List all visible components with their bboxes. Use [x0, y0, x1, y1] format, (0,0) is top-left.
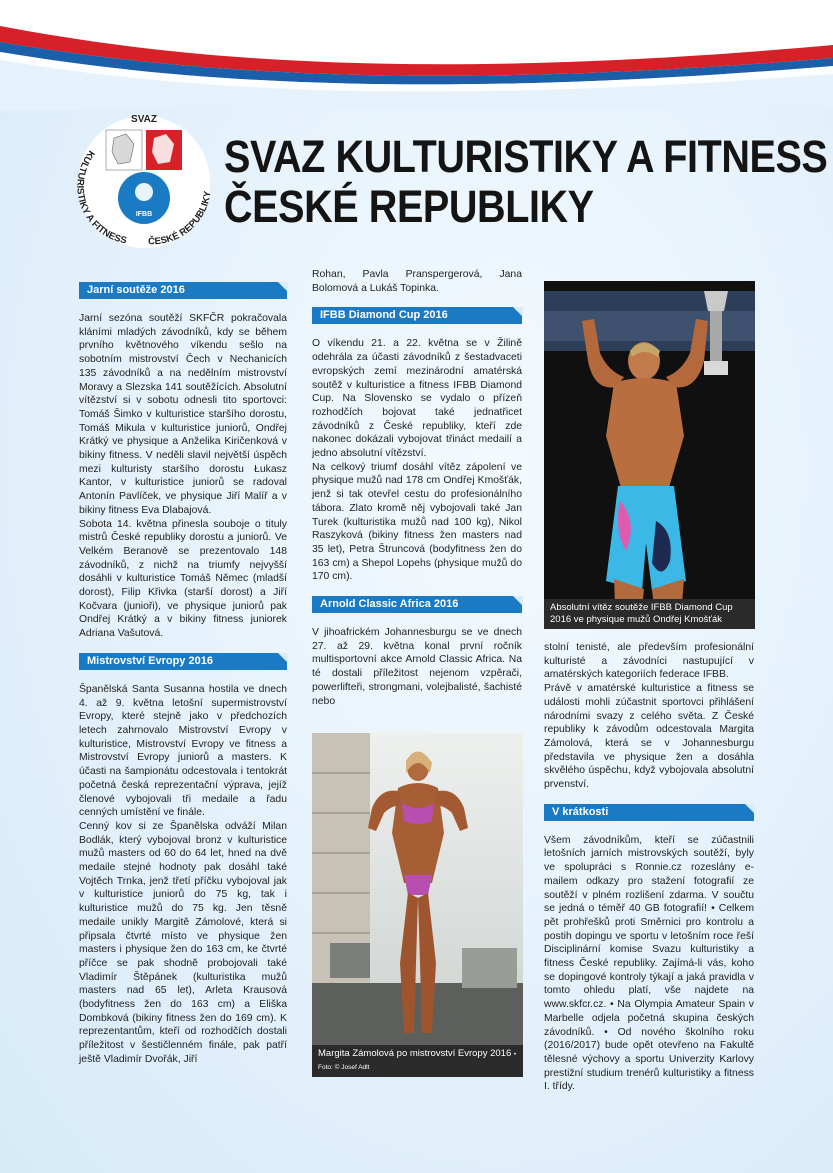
diamond-paragraph-1: O víkendu 21. a 22. května se v Žilině odehrála za účasti závodníků z šestadvaceti evropských zemí mezinárodní amatérská soutěž v kulturistice a fitness IFBB Diamond Cup. Na Slovensko se vydalo o přízeň rozhodčích bojovat také jednatřicet závodníků z České republiky, kteří zde nakonec dokázali vybojovat třináct medailí a jedno absolutní vítězství.	[312, 338, 522, 460]
jarni-paragraph-2: Sobota 14. května přinesla souboje o tituly mistrů České republiky dorostu a juniorů. Ve Velkém Beranově se prezentovalo 148 závodníků, z nichž na triumfy nejvyšší dosáhli v kulturistice Tomáš Němec (mladší dorost), Filip Křivka (starší dorost) a Jiří Kočvara (junioři), ve physique juniorů pak Ondřej Krátký a v bikiny fitness juniorek Adriana Vašutová.	[79, 518, 287, 640]
arnold-paragraph-1: V jihoafrickém Johannesburgu se ve dnech 27. až 29. května konal první ročník multisportovní akce Arnold Classic Africa. Na té dostali příležitost nejenom vzpěrači, powerlifteři, strongmani, volejbalisté, šachisté nebo	[312, 627, 522, 707]
page-title	[224, 131, 828, 232]
column-3	[544, 641, 754, 1094]
logo-top-text: SVAZ	[131, 114, 157, 125]
photo-credit: • Foto: © Josef Adlt	[318, 1051, 517, 1071]
diamond-paragraph-2: Na celkový triumf dosáhl vítěz zápolení ve physique mužů nad 178 cm Ondřej Kmošťák, jenž si tak otevřel cestu do profesionálního tábora. Zlato kromě něj vybojovali také Jan Turek (kulturistika mužů nad 100 kg), Nikol Raszyková (bikiny fitness žen masters nad 35 let), Petra Štruncová (bodyfitness žen do 163 cm) a Shepol Lopehs (physique mužů do 170 cm).	[312, 461, 522, 583]
kratkosti-paragraph-1: Všem závodníkům, kteří se zúčastnili letošních jarních mistrovských soutěží, byly ve spolupráci s Ronnie.cz rozeslány e-mailem odkazy pro stažení fotografií ze soutěží v plném rozlišení zdarma. V součtu se jedná o téměř 40 GB fotografií! • Celkem pět prohřešků proti Směrnici pro kontrolu a postih dopingu ve sportu v letošním roce řeší Disciplinární komise Svazu kulturistiky a fitness České republiky. Zajímá-li vás, koho se dopingové kontroly týkají a jaká pravidla v tomto ohledu platí, vše najdete na www.skfcr.cz. • Na Olympia Amateur Spain v Marbelle odjela početná skupina českých závodníků. • Od nového školního roku (2016/2017) bude opět otevřeno na Fakultě tělesné výchovy a sportu Univerzity Karlovy prestižní studium trenérů kulturistiky a fitness I. třídy.	[544, 834, 754, 1093]
logo-right-arc-text: ČESKÉ REPUBLIKY	[147, 190, 214, 248]
evropa-paragraph-2: Cenný kov si ze Španělska odváží Milan Bodlák, který vybojoval bronz v kulturistice mužů masters od 60 do 64 let, hned na dvě medaile stejné hodnoty pak dosáhl také Vojtěch Trnka, jenž třetí příčku vybojoval jak v kulturistice juniorů do 75 kg, tak i kulturistice mužů do 75 kg. Jen těsně medaile unikly Margitě Zámolové, která si připsala čtvrté místo ve physique žen masters i physique žen do 163 cm, ke čtvrté příčce se pak shodně probojovali také Vladimír Štěpánek (kulturistika mužů masters nad 65 let), Arleta Krausová (bodyfitness žen do 163 cm) a Eliška Dombková (bikiny fitness žen do 169 cm). K reprezentantům, kteří od rozhodčích dostali příležitost v šestičlenném finále, pak patří ještě Vladimír Dvořák, Jiří	[79, 820, 287, 1065]
photo-caption-zamolova	[312, 1045, 523, 1077]
column-1	[79, 282, 287, 1067]
title-line-1: SVAZ KULTURISTIKY A FITNESS	[224, 131, 828, 182]
photo-kmostak	[544, 281, 755, 629]
photo-caption-kmostak: Absolutní vítěz soutěže IFBB Diamond Cup 2016 ve physique mužů Ondřej Kmošťák	[544, 599, 755, 629]
section-heading-evropa: Mistrovství Evropy 2016	[79, 653, 287, 670]
evropa-paragraph-1: Španělská Santa Susanna hostila ve dnech 4. až 9. května letošní supermistrovství Evropy, které stejně jako v předchozích letech zahrnovalo Mistrovství Evropy v kulturistice, Mistrovství Evropy ve fitness a Mistrovství Evropy juniorů a masters. K účasti na šampionátu odcestovala i tentokrát početná česká reprezentační výprava, jejíž členové vybojovali tři medaile a řadu cenných umístění ve finále.	[79, 683, 287, 819]
arnold-continuation-1: stolní tenisté, ale především profesionální kulturisté a závodníci nastupující v amatérských kategoriích federace IFBB.	[544, 642, 754, 681]
athlete-photo-image	[544, 281, 755, 629]
jarni-paragraph-1: Jarní sezóna soutěží SKFČR pokračovala kláními mladých závodníků, kdy se během prvního květnového víkendu sešlo na sobotním mistrovství Čech v Nechanicích 135 závodníků a na nedělním mistrovství Moravy a Slezska 141 soutěžících. Absolutní vítězství si v sobotu odnesli tito sportovci: Tomáš Šimko v kulturistice staršího dorostu, Tomáš Mikula v kulturistice juniorů, Ondřej Krátký ve physique a Anželika Kiričenková v bikiny fitness. V neděli slavil největší úspěch mezi kulturisty staršího dorostu Łukasz Kantor, v kulturistice juniorů se radoval Antonín Pavlíček, ve physique Jiří Malíř a v bikiny fitness Eva Dlabajová.	[79, 313, 287, 516]
section-heading-diamond: IFBB Diamond Cup 2016	[312, 307, 522, 324]
skfcr-logo	[74, 110, 214, 250]
column-2	[312, 268, 522, 708]
photo-zamolova	[312, 733, 523, 1077]
logo-left-arc-text: KULTURISTIKY A FITNESS	[74, 148, 128, 247]
section-heading-kratkosti: V krátkosti	[544, 804, 754, 821]
section-heading-jarni: Jarní soutěže 2016	[79, 282, 287, 299]
title-line-2: ČESKÉ REPUBLIKY	[224, 181, 594, 232]
athlete-photo-image	[312, 733, 523, 1077]
logo-badge-text: IFBB	[135, 211, 153, 218]
header-wave-decoration	[0, 0, 833, 110]
caption-text-zamolova: Margita Zámolová po mistrovství Evropy 2016	[318, 1048, 512, 1059]
evropa-continuation: Rohan, Pavla Pranspergerová, Jana Bolomová a Lukáš Topinka.	[312, 269, 522, 294]
arnold-continuation-2: Právě v amatérské kulturistice a fitness se události mohli zúčastnit sportovci přihlášení národními svazy z celého světa. Z České republiky k závodům odcestovala Margita Zámolová, která se v Johannesburgu představila ve physique žen a dosáhla skvělého úspěchu, když vybojovala absolutní prvenství.	[544, 683, 754, 791]
section-heading-arnold: Arnold Classic Africa 2016	[312, 596, 522, 613]
